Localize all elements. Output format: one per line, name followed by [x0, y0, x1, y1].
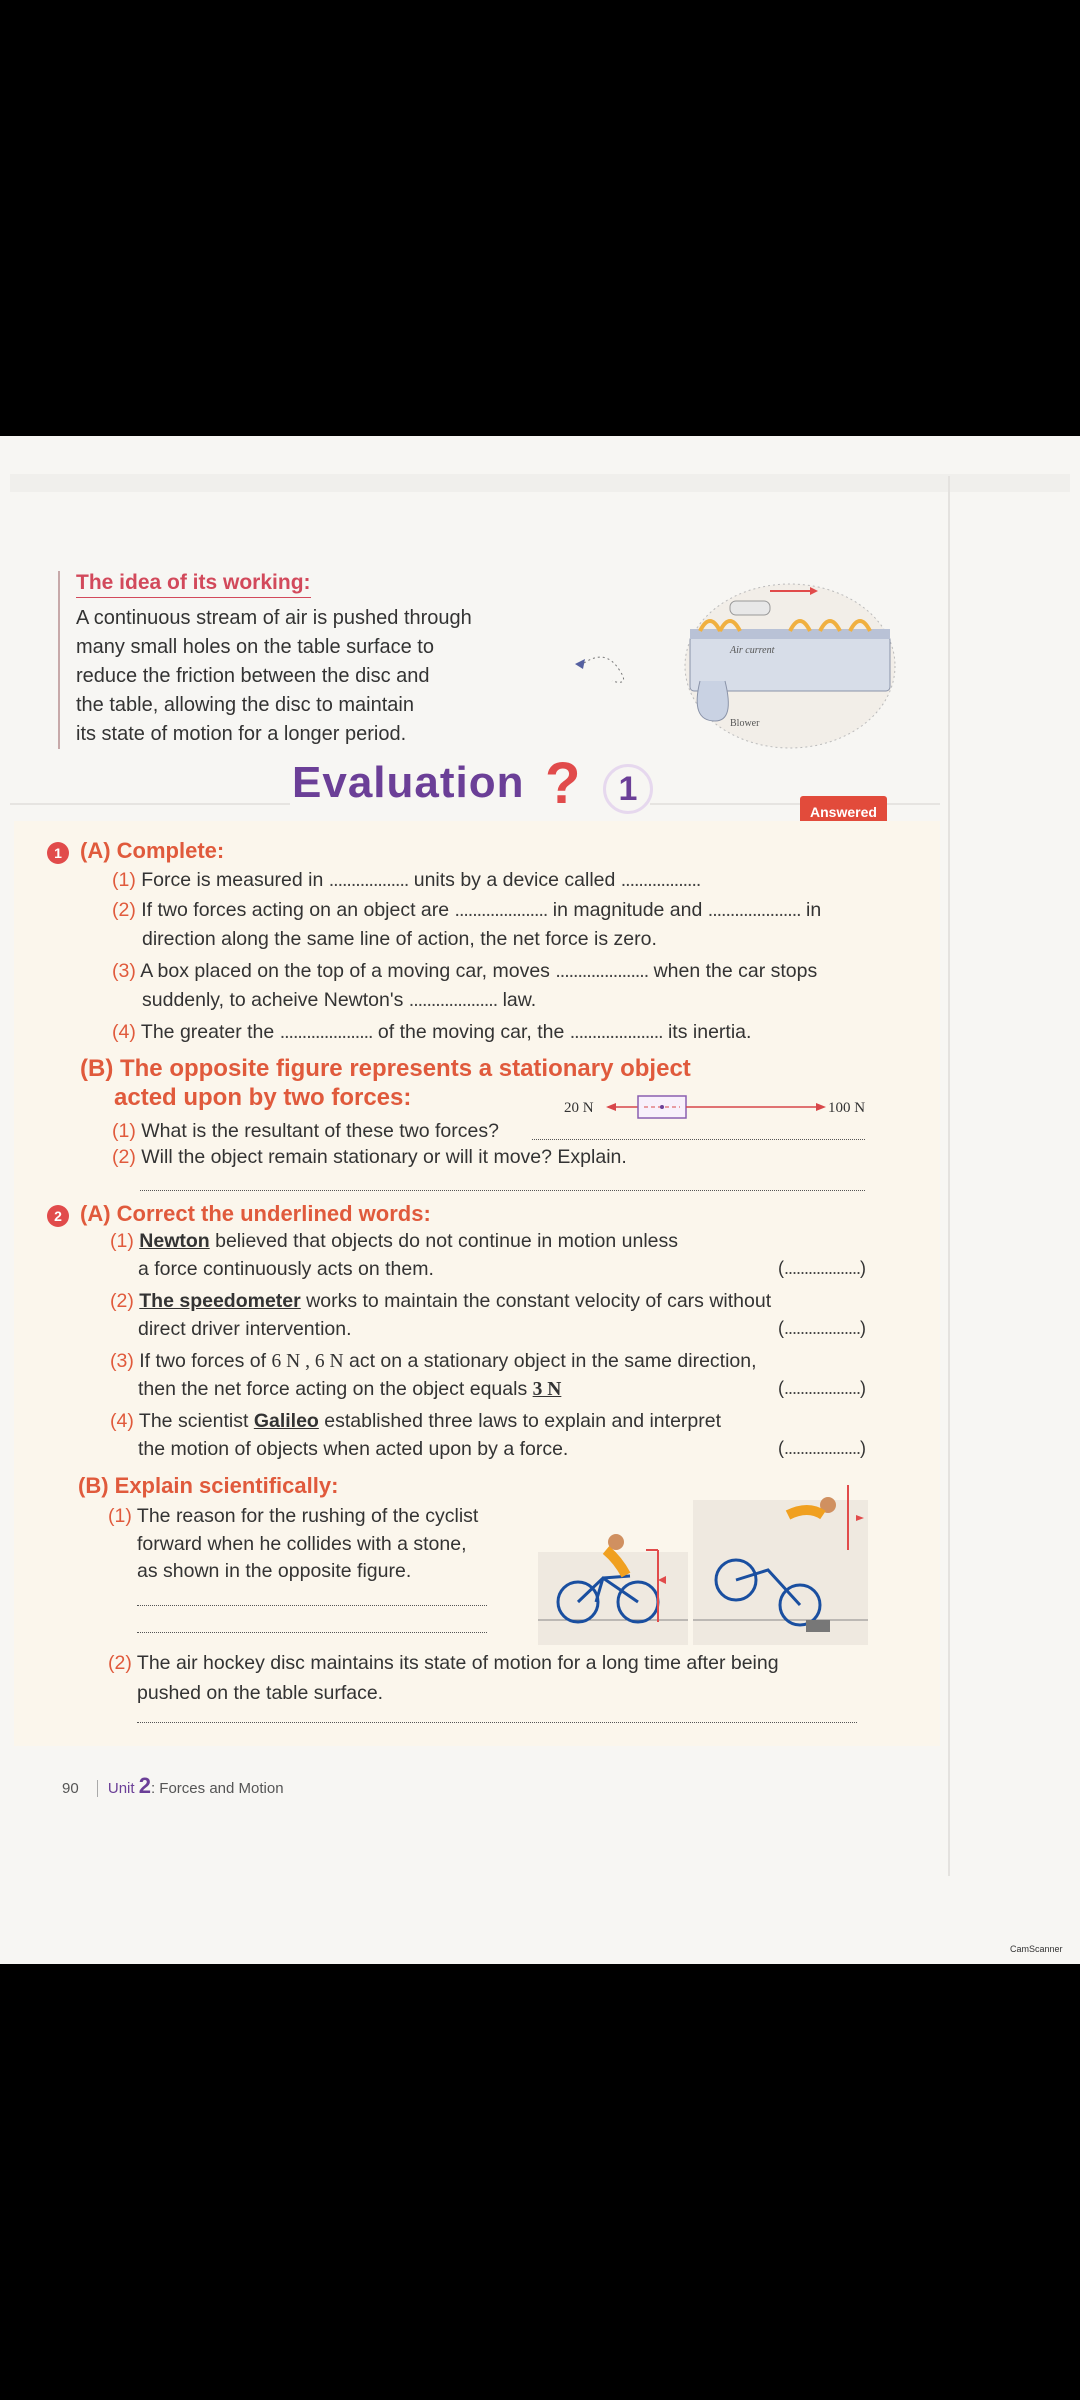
- q2-b-item: (2) The air hockey disc maintains its state of motion for a long time after being: [108, 1652, 779, 1674]
- answer-line[interactable]: [137, 1632, 487, 1633]
- page-number: 90: [62, 1780, 79, 1797]
- q1-b-item: (1) What is the resultant of these two forces?: [112, 1120, 499, 1142]
- q2-a-item: (1) Newton believed that objects do not continue in motion unless: [110, 1230, 678, 1252]
- idea-line: its state of motion for a longer period.: [76, 723, 407, 745]
- answer-blank[interactable]: (...................): [778, 1258, 867, 1278]
- margin-line: [948, 476, 950, 1876]
- blower-label: Blower: [730, 718, 760, 729]
- question-mark-icon: ?: [545, 751, 581, 816]
- working-idea-box: [58, 571, 518, 749]
- q2-a-heading: (A) Correct the underlined words:: [80, 1201, 431, 1226]
- question-number-1: 1: [47, 842, 69, 864]
- q1-a-item: (1) Force is measured in .................. units by a device called ..................: [112, 869, 701, 891]
- page-edge: [10, 474, 1070, 492]
- idea-body: [76, 604, 518, 749]
- evaluation-title: Evaluation: [292, 758, 525, 807]
- q2-b-item-cont: pushed on the table surface.: [137, 1682, 384, 1704]
- force-left-label: 20 N: [564, 1100, 594, 1116]
- q2-b-item: (1) The reason for the rushing of the cyclist: [108, 1505, 479, 1527]
- q2-b-item-cont: forward when he collides with a stone,: [137, 1533, 467, 1555]
- q2-a-item: (2) The speedometer works to maintain the constant velocity of cars without: [110, 1290, 772, 1312]
- q1-a-item-cont: suddenly, to acheive Newton's .................... law.: [142, 989, 537, 1011]
- q2-a-item: (3) If two forces of 6 N , 6 N act on a stationary object in the same direction,: [110, 1350, 757, 1372]
- q2-a-item-cont: the motion of objects when acted upon by a force.: [138, 1438, 569, 1460]
- answer-line[interactable]: [140, 1190, 865, 1191]
- q1-a-heading: (A) Complete:: [80, 838, 225, 863]
- q2-a-item: (4) The scientist Galileo established three laws to explain and interpret: [110, 1410, 722, 1432]
- answered-badge[interactable]: Answered: [800, 796, 887, 828]
- answer-blank[interactable]: (...................): [778, 1318, 867, 1338]
- idea-line: A continuous stream of air is pushed through: [76, 607, 472, 629]
- answer-blank[interactable]: (...................): [778, 1378, 867, 1398]
- q1-a-item-cont: direction along the same line of action, the net force is zero.: [142, 928, 657, 950]
- idea-line: the table, allowing the disc to maintain: [76, 694, 414, 716]
- page-footer: [62, 1773, 284, 1799]
- q2-b-heading: (B) Explain scientifically:: [78, 1473, 339, 1498]
- air-hockey-table-figure: [570, 571, 900, 751]
- q2-b-item-cont: as shown in the opposite figure.: [137, 1560, 412, 1582]
- unit-label: Unit 2: Forces and Motion: [97, 1780, 284, 1797]
- evaluation-number: 1: [603, 764, 653, 814]
- answer-line[interactable]: [137, 1722, 857, 1723]
- answer-line[interactable]: [137, 1605, 487, 1606]
- q1-a-item: (4) The greater the ..................... of the moving car, the ..................... its inertia.: [112, 1021, 752, 1043]
- q1-a-item: (2) If two forces acting on an object are ..................... in magnitude and ..................... in: [112, 899, 822, 921]
- q1-a-item: (3) A box placed on the top of a moving car, moves ..................... when the car stops: [112, 960, 818, 982]
- q1-b-heading-cont: acted upon by two forces:: [114, 1084, 412, 1111]
- q1-b-item: (2) Will the object remain stationary or will it move? Explain.: [112, 1146, 627, 1168]
- divider: [650, 803, 940, 805]
- idea-title: The idea of its working:: [76, 571, 311, 598]
- cyclist-collision-figure: [538, 1480, 868, 1645]
- idea-line: reduce the friction between the disc and: [76, 665, 430, 687]
- camscanner-watermark: CamScanner: [1010, 1944, 1063, 1954]
- q2-a-item-cont: direct driver intervention.: [138, 1318, 352, 1340]
- idea-line: many small holes on the table surface to: [76, 636, 434, 658]
- force-right-label: 100 N: [828, 1100, 866, 1116]
- q2-a-item-cont: a force continuously acts on them.: [138, 1258, 434, 1280]
- air-current-label: Air current: [730, 645, 775, 656]
- answer-line[interactable]: [532, 1139, 865, 1140]
- q1-b-heading: (B) The opposite figure represents a stationary object: [80, 1055, 691, 1082]
- divider: [10, 803, 290, 805]
- q2-a-item-cont: then the net force acting on the object equals 3 N: [138, 1378, 562, 1400]
- two-forces-figure: [560, 1092, 880, 1122]
- question-number-2: 2: [47, 1205, 69, 1227]
- answer-blank[interactable]: (...................): [778, 1438, 867, 1458]
